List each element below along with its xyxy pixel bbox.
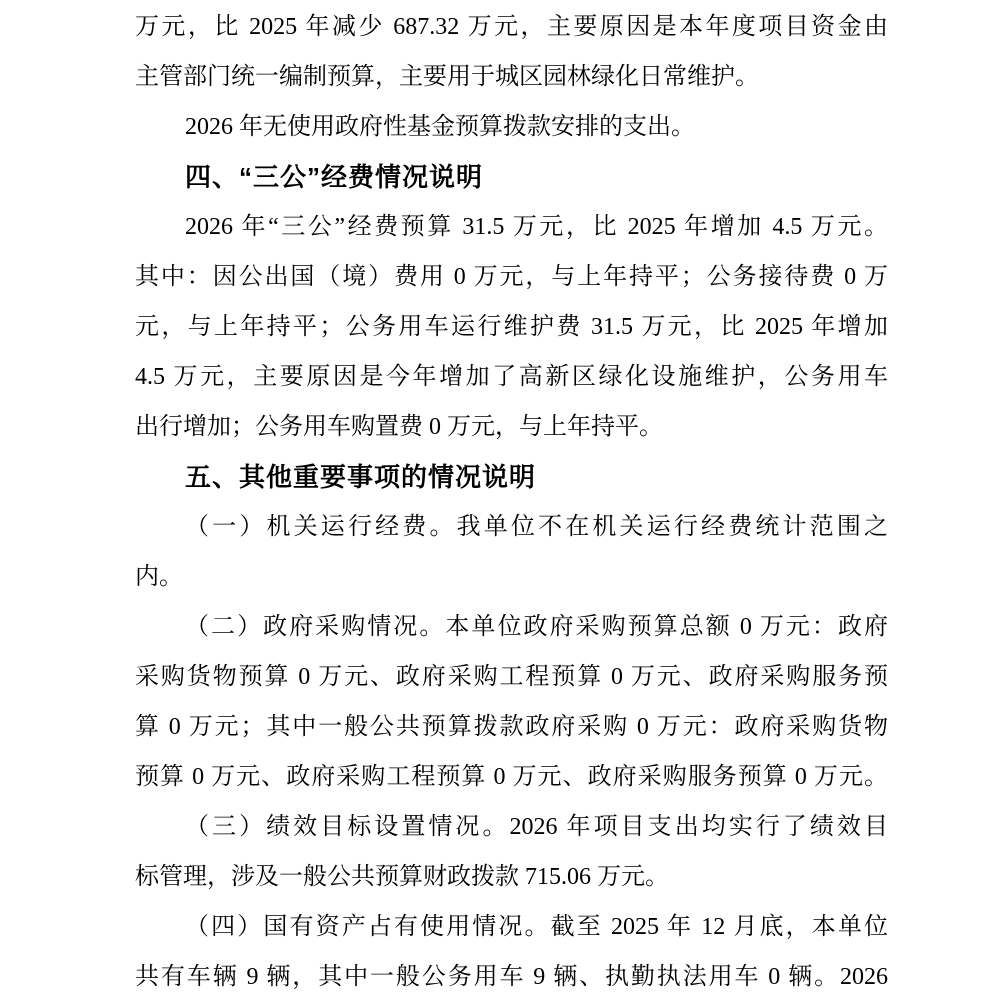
text-line: 共有车辆 9 辆，其中一般公务用车 9 辆、执勤执法用车 0 辆。2026 xyxy=(135,964,888,990)
text-line: 主管部门统一编制预算，主要用于城区园林绿化日常维护。 xyxy=(135,64,759,90)
text-line: （三）绩效目标设置情况。2026 年项目支出均实行了绩效目 xyxy=(185,814,888,840)
section-heading: 四、“三公”经费情况说明 xyxy=(185,162,484,192)
text-line: 出行增加；公务用车购置费 0 万元，与上年持平。 xyxy=(135,414,663,440)
text-line: （二）政府采购情况。本单位政府采购预算总额 0 万元：政府 xyxy=(185,614,888,640)
text-line: （四）国有资产占有使用情况。截至 2025 年 12 月底，本单位 xyxy=(185,914,888,940)
section-heading: 五、其他重要事项的情况说明 xyxy=(185,462,537,492)
text-line: 算 0 万元；其中一般公共预算拨款政府采购 0 万元：政府采购货物 xyxy=(135,714,888,740)
text-line: 4.5 万元，主要原因是今年增加了高新区绿化设施维护，公务用车 xyxy=(135,364,888,390)
text-line: 2026 年无使用政府性基金预算拨款安排的支出。 xyxy=(185,114,695,140)
text-line: 元，与上年持平；公务用车运行维护费 31.5 万元，比 2025 年增加 xyxy=(135,314,888,340)
text-line: 预算 0 万元、政府采购工程预算 0 万元、政府采购服务预算 0 万元。 xyxy=(135,764,888,790)
document-text-block xyxy=(135,2,888,1002)
text-line: 万元，比 2025 年减少 687.32 万元，主要原因是本年度项目资金由 xyxy=(135,14,888,40)
text-line: （一）机关运行经费。我单位不在机关运行经费统计范围之 xyxy=(185,514,888,540)
text-line: 其中：因公出国（境）费用 0 万元，与上年持平；公务接待费 0 万 xyxy=(135,264,888,290)
text-line: 2026 年“三公”经费预算 31.5 万元，比 2025 年增加 4.5 万元。 xyxy=(185,214,888,240)
text-line: 标管理，涉及一般公共预算财政拨款 715.06 万元。 xyxy=(135,864,669,890)
text-line: 采购货物预算 0 万元、政府采购工程预算 0 万元、政府采购服务预 xyxy=(135,664,888,690)
text-line: 内。 xyxy=(135,564,183,590)
